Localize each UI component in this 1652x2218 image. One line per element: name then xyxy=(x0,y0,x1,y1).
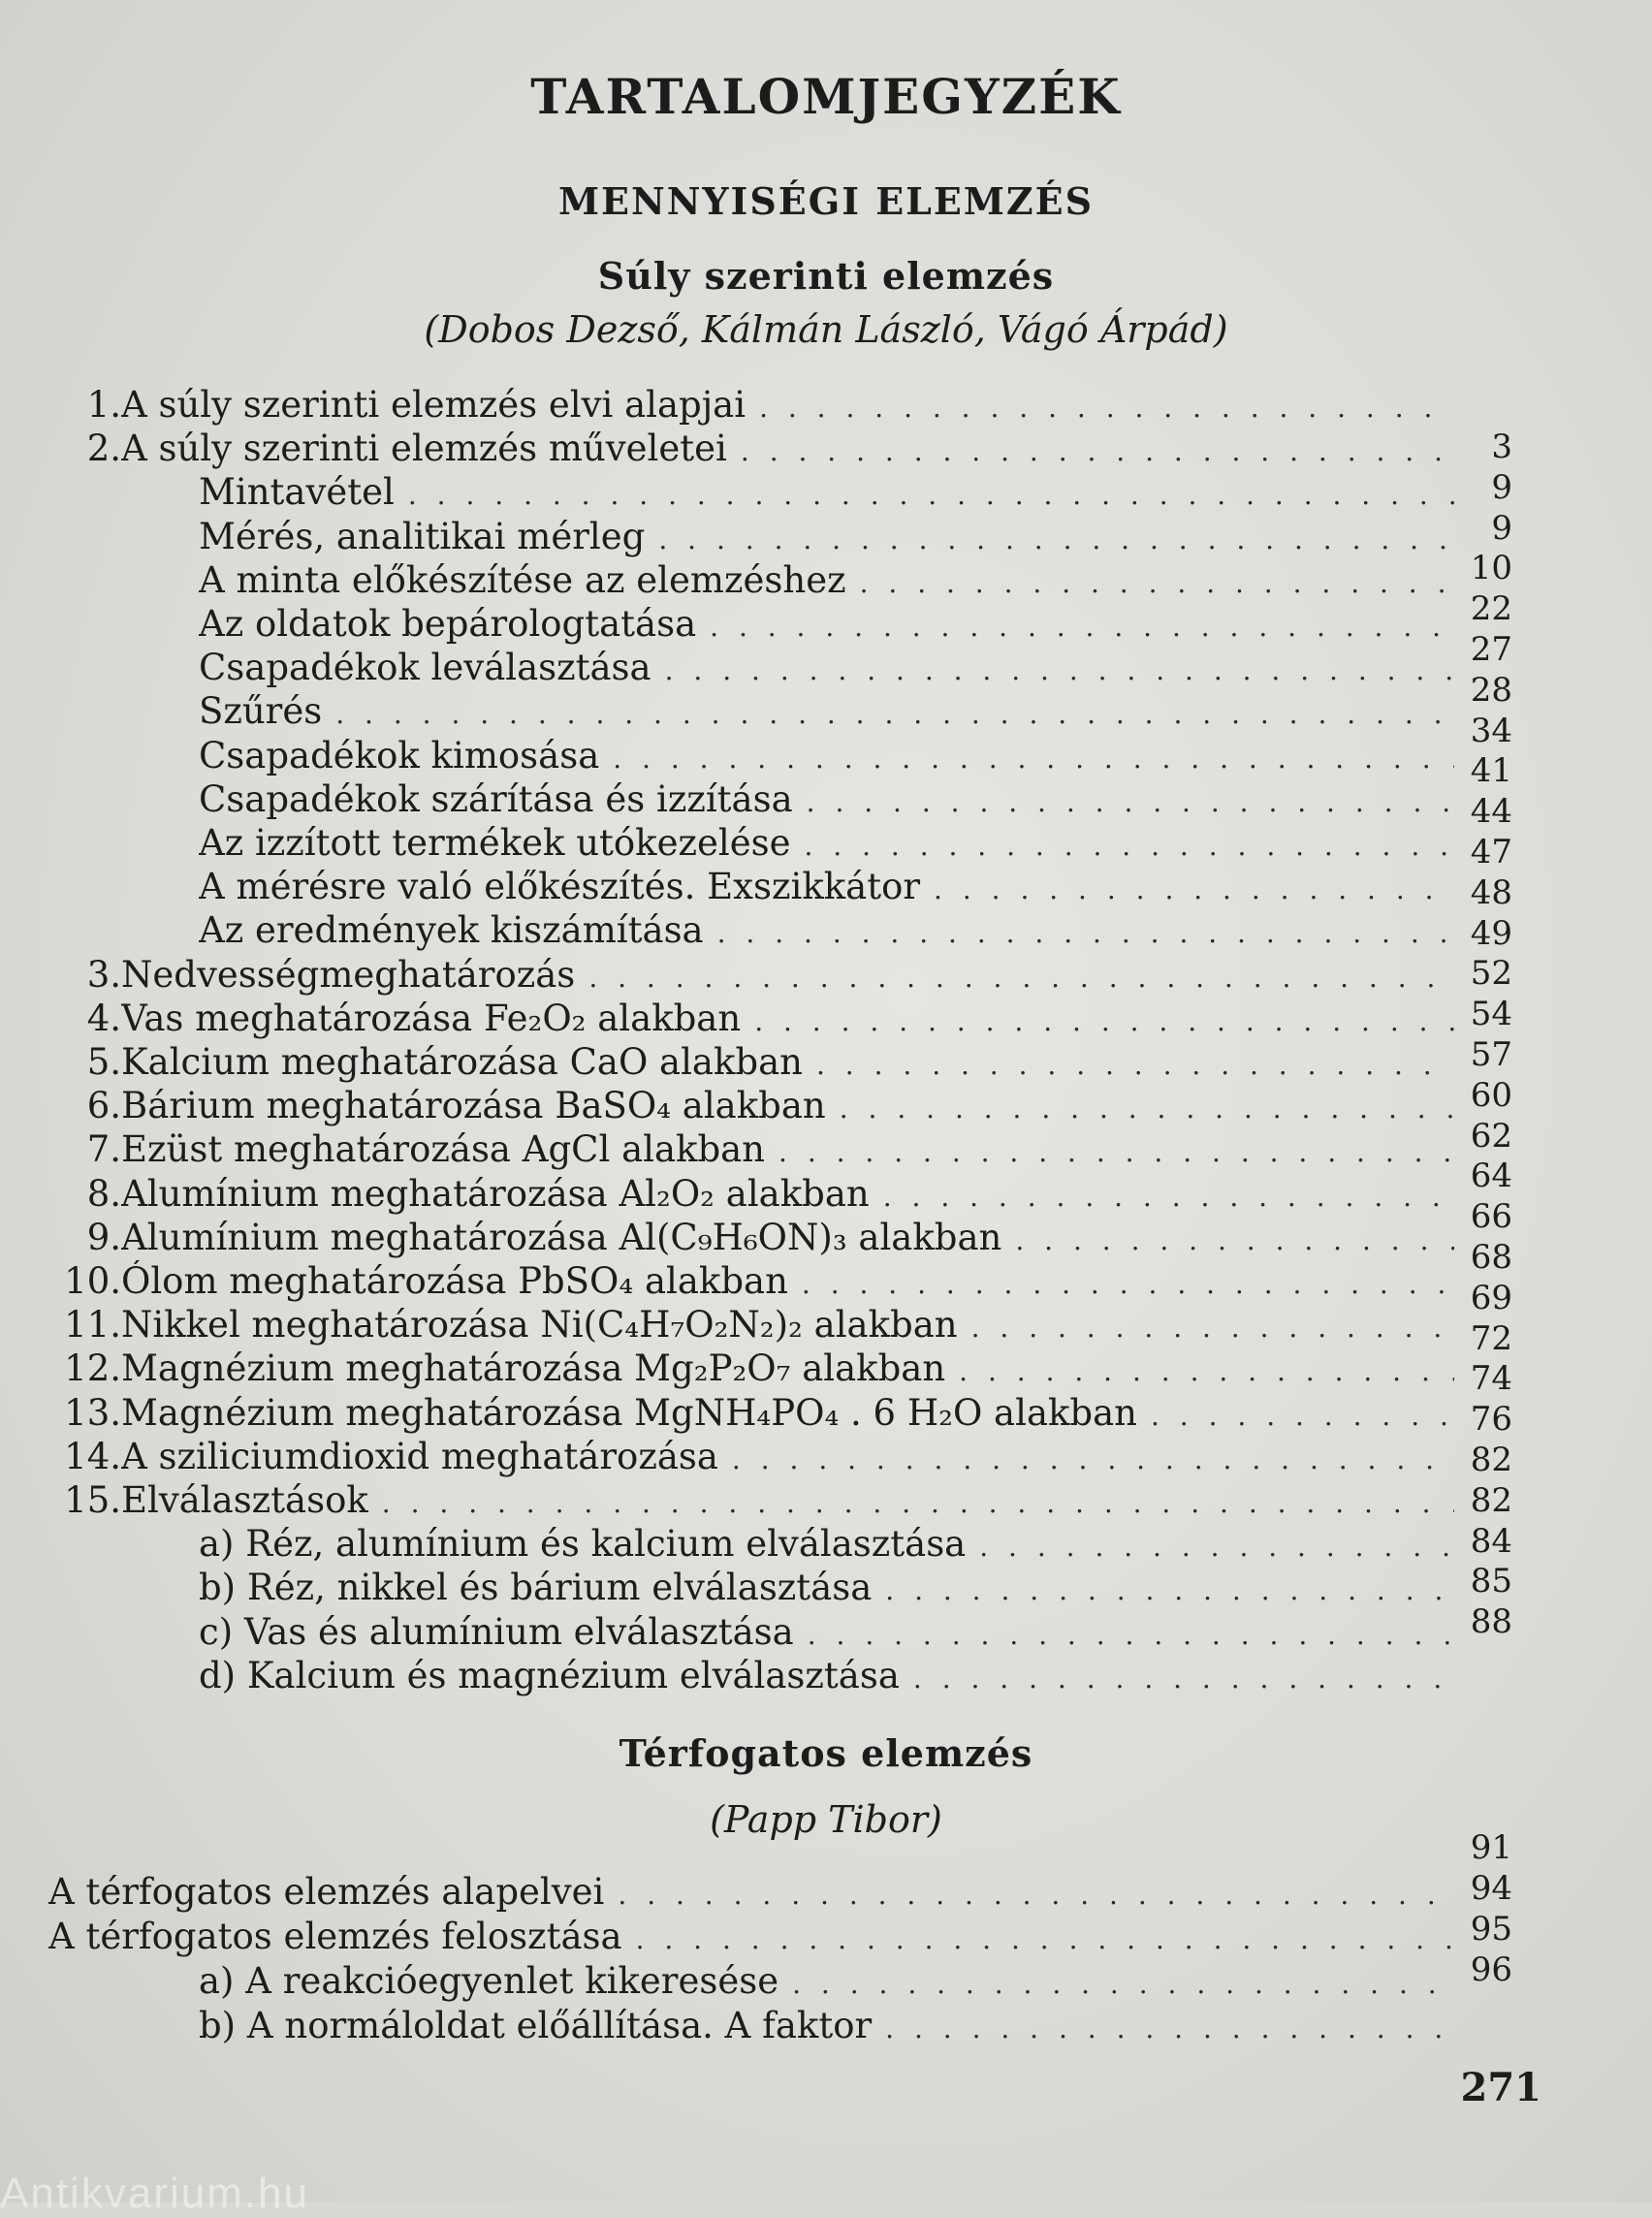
leader-dots xyxy=(741,430,1454,473)
toc-entry-title: Kalcium meghatározása CaO alakban xyxy=(121,1041,803,1083)
toc-entry-number: 12. xyxy=(64,1347,121,1390)
toc-entry-title: d) Kalcium és magnézium elválasztása xyxy=(199,1654,900,1696)
toc-entry xyxy=(0,1916,1454,1958)
toc-page-number: 91 xyxy=(1470,1828,1512,1867)
toc-page-number: 54 xyxy=(1470,995,1512,1034)
toc-entry-title: Csapadékok szárítása és izzítása xyxy=(199,777,793,820)
toc-page-number: 10 xyxy=(1470,549,1512,588)
toc-entry-number: 4. xyxy=(86,997,121,1039)
toc-entry xyxy=(0,384,1454,427)
toc-entry-title: Magnézium meghatározása Mg₂P₂O₇ alakban xyxy=(121,1347,946,1390)
toc-entry xyxy=(0,1347,1454,1390)
toc-page-number: 68 xyxy=(1470,1238,1512,1277)
leader-dots xyxy=(613,738,1454,780)
leader-dots xyxy=(382,1482,1454,1525)
toc-page-number: 52 xyxy=(1470,954,1512,994)
toc-page-number: 82 xyxy=(1470,1441,1512,1479)
toc-page-number: 28 xyxy=(1470,670,1512,710)
leader-dots xyxy=(717,912,1454,955)
toc-entry xyxy=(0,735,1454,777)
toc-entry-title: Elválasztások xyxy=(121,1479,368,1521)
toc-page-number: 41 xyxy=(1470,751,1512,791)
toc-entry xyxy=(0,1960,1454,2003)
toc-entry xyxy=(0,1611,1454,1654)
watermark: Antikvarium.hu xyxy=(0,2170,310,2217)
toc-entry-title: a) A reakcióegyenlet kikeresése xyxy=(199,1960,779,2002)
toc-page-number: 47 xyxy=(1470,833,1512,871)
leader-dots xyxy=(658,519,1454,561)
toc-entry-title: Mérés, analitikai mérleg xyxy=(199,515,646,557)
toc-entry-number: 13. xyxy=(64,1391,121,1434)
toc-page-number: 72 xyxy=(1470,1318,1512,1358)
toc-entry xyxy=(0,1304,1454,1347)
toc-entry-number: 7. xyxy=(86,1128,121,1171)
toc-entry xyxy=(0,1567,1454,1609)
leader-dots xyxy=(754,1000,1454,1043)
leader-dots xyxy=(883,1176,1454,1219)
toc-entry xyxy=(0,1871,1454,1914)
toc-entry-number: 11. xyxy=(64,1304,121,1347)
toc-entry xyxy=(0,647,1454,689)
toc-page-number: 57 xyxy=(1470,1035,1512,1074)
toc-entry xyxy=(0,1479,1454,1522)
toc-entry-title: Vas meghatározása Fe₂O₂ alakban xyxy=(121,997,742,1039)
toc-entry-number: 1. xyxy=(86,384,121,426)
leader-dots xyxy=(860,562,1454,605)
toc-entry-title: Csapadékok kimosása xyxy=(199,734,600,776)
leader-dots xyxy=(934,869,1454,911)
toc-entry-title: Az izzított termékek utókezelése xyxy=(199,822,791,864)
toc-entry-title: a) Réz, alumínium és kalcium elválasztása xyxy=(199,1523,967,1566)
toc-entry-title: A térfogatos elemzés alapelvei xyxy=(48,1871,605,1913)
toc-entry xyxy=(0,954,1454,997)
leader-dots xyxy=(710,606,1454,649)
toc-entry-title: Mintavétel xyxy=(199,471,395,514)
leader-dots xyxy=(792,1963,1454,2006)
toc-entry-title: A minta előkészítése az elemzéshez xyxy=(199,558,846,601)
toc-entry xyxy=(0,1173,1454,1216)
leader-dots xyxy=(408,474,1454,517)
toc-page-number: 69 xyxy=(1470,1278,1512,1317)
leader-dots xyxy=(840,1088,1454,1130)
toc-page-number: 27 xyxy=(1470,630,1512,669)
toc-entry-number: 5. xyxy=(86,1041,121,1083)
toc-page-number: 62 xyxy=(1470,1116,1512,1156)
toc-entry xyxy=(0,998,1454,1040)
leader-dots xyxy=(732,1439,1454,1481)
leader-dots xyxy=(885,1569,1454,1612)
toc-entry xyxy=(0,1260,1454,1303)
leader-dots xyxy=(588,957,1454,999)
toc-entry xyxy=(0,866,1454,908)
toc-entry xyxy=(0,1392,1454,1435)
toc-page-number: 66 xyxy=(1470,1197,1512,1237)
toc-entry-title: Az eredmények kiszámítása xyxy=(199,909,704,952)
leader-dots xyxy=(971,1307,1454,1349)
toc-entry-title: Ezüst meghatározása AgCl alakban xyxy=(121,1128,766,1171)
toc-entry-number: 9. xyxy=(86,1216,121,1258)
section-title-terfogatos: Térfogatos elemzés xyxy=(619,1731,1033,1775)
toc-entry xyxy=(0,1085,1454,1127)
toc-page-number: 96 xyxy=(1470,1950,1512,1989)
leader-dots xyxy=(759,387,1454,429)
toc-page-number: 84 xyxy=(1470,1521,1512,1561)
toc-entry-title: Az oldatok bepárologtatása xyxy=(199,603,697,645)
toc-page-number: 60 xyxy=(1470,1075,1512,1115)
toc-entry-title: Bárium meghatározása BaSO₄ alakban xyxy=(121,1085,826,1127)
toc-entry-number: 14. xyxy=(64,1435,121,1477)
toc-entry-title: Nedvességmeghatározás xyxy=(121,953,576,996)
toc-entry xyxy=(0,690,1454,733)
leader-dots xyxy=(816,1044,1454,1087)
section-authors-terfogatos: (Papp Tibor) xyxy=(710,1798,942,1841)
toc-entry xyxy=(0,1041,1454,1084)
leader-dots xyxy=(807,781,1454,824)
toc-page-number: 44 xyxy=(1470,792,1512,832)
toc-entry-title: b) A normáloldat előállítása. A faktor xyxy=(199,2005,873,2046)
page-folio: 271 xyxy=(1460,2065,1541,2110)
toc-entry-title: Nikkel meghatározása Ni(C₄H₇O₂N₂)₂ alakban xyxy=(121,1304,958,1347)
toc-entry-title: A súly szerinti elemzés műveletei xyxy=(121,428,727,470)
toc-entry xyxy=(0,1655,1454,1697)
toc-entry xyxy=(0,559,1454,602)
leader-dots xyxy=(1151,1395,1454,1438)
toc-page-number: 49 xyxy=(1470,913,1512,953)
toc-entry-title: Csapadékok leválasztása xyxy=(199,647,651,689)
toc-entry-number: 6. xyxy=(86,1085,121,1127)
toc-page-number: 22 xyxy=(1470,589,1512,629)
leader-dots xyxy=(636,1918,1454,1961)
part-title: MENNYISÉGI ELEMZÉS xyxy=(557,179,1095,223)
toc-entry xyxy=(0,603,1454,646)
toc-entry-title: A súly szerinti elemzés elvi alapjai xyxy=(121,384,747,426)
toc-entry-number: 2. xyxy=(86,428,121,470)
toc-page-number: 74 xyxy=(1470,1359,1512,1399)
leader-dots xyxy=(778,1131,1454,1174)
toc-entry-title: A térfogatos elemzés felosztása xyxy=(48,1916,622,1957)
toc-page-number: 64 xyxy=(1470,1157,1512,1196)
leader-dots xyxy=(1015,1220,1454,1262)
toc-page-number: 76 xyxy=(1470,1400,1512,1440)
leader-dots xyxy=(335,693,1454,736)
toc-page-number: 95 xyxy=(1470,1910,1512,1949)
toc-entry xyxy=(0,778,1454,821)
toc-entry xyxy=(0,822,1454,865)
toc-entry xyxy=(0,1436,1454,1478)
toc-entry xyxy=(0,1128,1454,1171)
toc-page-number: 9 xyxy=(1491,467,1512,507)
toc-page-number: 85 xyxy=(1470,1562,1512,1601)
toc-page-number: 88 xyxy=(1470,1602,1512,1642)
toc-entry-title: A mérésre való előkészítés. Exszikkátor xyxy=(199,866,921,908)
toc-entry-title: Magnézium meghatározása MgNH₄PO₄ . 6 H₂O alakban xyxy=(121,1391,1137,1434)
leader-dots xyxy=(885,2008,1454,2050)
page-heading: TARTALOMJEGYZÉK xyxy=(530,68,1122,125)
toc-entry-title: b) Réz, nikkel és bárium elválasztása xyxy=(199,1567,873,1609)
toc-entry-title: Ólom meghatározása PbSO₄ alakban xyxy=(121,1260,788,1302)
toc-entry-number: 10. xyxy=(64,1260,121,1302)
leader-dots xyxy=(618,1874,1454,1917)
toc-entry-number: 3. xyxy=(86,953,121,996)
leader-dots xyxy=(805,825,1455,868)
leader-dots xyxy=(913,1658,1454,1700)
toc-page-number: 9 xyxy=(1491,508,1512,548)
toc-entry xyxy=(0,2005,1454,2047)
leader-dots xyxy=(959,1350,1454,1393)
toc-entry-title: c) Vas és alumínium elválasztása xyxy=(199,1610,794,1653)
leader-dots xyxy=(802,1263,1454,1306)
toc-entry xyxy=(0,428,1454,470)
leader-dots xyxy=(979,1526,1454,1568)
toc-page-number: 3 xyxy=(1491,428,1512,466)
section-title-suly: Súly szerinti elemzés xyxy=(597,254,1055,298)
toc-entry-number: 15. xyxy=(64,1479,121,1521)
toc-entry-title: Alumínium meghatározása Al₂O₂ alakban xyxy=(121,1172,870,1215)
leader-dots xyxy=(808,1614,1454,1657)
toc-entry-title: Szűrés xyxy=(199,690,323,733)
toc-page-number: 34 xyxy=(1470,711,1512,750)
leader-dots xyxy=(665,650,1454,692)
toc-page-number: 94 xyxy=(1470,1869,1512,1908)
toc-entry xyxy=(0,471,1454,514)
toc-entry xyxy=(0,516,1454,558)
toc-page-number: 48 xyxy=(1470,872,1512,912)
section-authors-suly: (Dobos Dezső, Kálmán László, Vágó Árpád) xyxy=(424,308,1228,351)
toc-entry-number: 8. xyxy=(86,1172,121,1215)
toc-entry xyxy=(0,1523,1454,1566)
toc-entry xyxy=(0,909,1454,952)
toc-entry-title: Alumínium meghatározása Al(C₉H₆ON)₃ alakban xyxy=(121,1216,1002,1258)
toc-entry xyxy=(0,1217,1454,1259)
toc-page-number: 82 xyxy=(1470,1480,1512,1520)
toc-entry-title: A sziliciumdioxid meghatározása xyxy=(121,1435,718,1477)
